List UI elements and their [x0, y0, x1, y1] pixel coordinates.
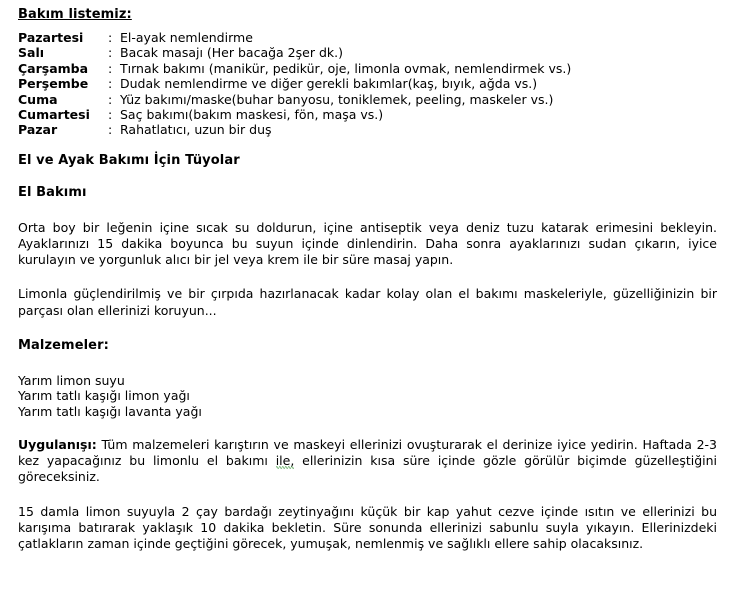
schedule-day: Perşembe [18, 76, 89, 92]
lemon-mask-paragraph: Limonla güçlendirilmiş ve bir çırpıda hazırlanacak kadar kolay olan el bakımı maskeleriyle, güzelliğinizin bir parçası olan ellerinizi koruyun... [18, 286, 717, 318]
schedule-task: Rahatlatıcı, uzun bir duş [120, 122, 272, 138]
spacer [18, 419, 717, 437]
schedule-body [18, 30, 571, 138]
table-row [18, 30, 571, 45]
schedule-day: Cuma [18, 91, 58, 107]
list-item: Yarım tatlı kaşığı limon yağı [18, 388, 190, 404]
spacer [18, 170, 717, 184]
schedule-task: Dudak nemlendirme ve diğer gerekli bakımlar(kaş, bıyık, ağda vs.) [120, 76, 538, 92]
table-row [18, 61, 571, 76]
table-row [18, 107, 571, 122]
list-item: Yarım tatlı kaşığı lavanta yağı [18, 403, 202, 419]
table-row [18, 45, 571, 60]
spacer [18, 355, 717, 373]
schedule-day: Çarşamba [18, 60, 89, 76]
spacer [18, 319, 717, 337]
schedule-separator: : [108, 76, 113, 92]
schedule-separator: : [108, 60, 113, 76]
application-paragraph [18, 437, 717, 486]
schedule-separator: : [108, 107, 113, 123]
application-text-before: Tüm malzemeleri karıştırın ve maskeyi ellerinizi ovuşturarak el derinize iyice yedirin. Haftada 2-3 kez yapacağınız bu limonlu el bakımı [18, 437, 717, 469]
olive-oil-paragraph: 15 damla limon suyuyla 2 çay bardağı zeytinyağını küçük bir kap yahut cezve içinde ısıtın ve ellerinizi bu karışıma batırarak yaklaşık 10 dakika bekletin. Süre sonunda ellerinizi sabunlu suyla yıkayın. Ellerinizdeki çatlakların zaman içinde geçtiğini görecek, yumuşak, nemlenmiş ve sağlıklı ellere sahip olacaksınız. [18, 503, 717, 552]
schedule-day: Cumartesi [18, 107, 90, 123]
schedule-task: El-ayak nemlendirme [120, 30, 253, 45]
schedule-day: Pazar [18, 122, 58, 138]
application-text-after: ellerinizin kısa süre içinde gözle görülür biçimde güzelleştiğini göreceksiniz. [18, 453, 718, 485]
list-item: Yarım limon suyu [18, 372, 125, 388]
page-title: Bakım listemiz: [18, 7, 132, 22]
table-row [18, 92, 571, 107]
materials-heading: Malzemeler: [18, 337, 109, 353]
schedule-task: Yüz bakımı/maske(buhar banyosu, toniklemek, peeling, maskeler vs.) [120, 91, 554, 107]
spacer [18, 202, 717, 220]
spacer [18, 486, 717, 504]
table-row [18, 122, 571, 137]
foot-soak-paragraph: Orta boy bir leğenin içine sıcak su doldurun, içine antiseptik veya deniz tuzu katarak erimesini bekleyin. Ayaklarınızı 15 dakika boyunca bu suyun içinde dinlendirin. Daha sonra ayaklarınızı sudan çıkarın, iyice kurulayın ve yorgunluk alıcı bir jel veya krem ile bir süre masaj yapın. [18, 219, 717, 268]
table-row [18, 76, 571, 91]
spacer [18, 268, 717, 286]
schedule-task: Bacak masajı (Her bacağa 2şer dk.) [120, 45, 343, 61]
schedule-separator: : [108, 122, 113, 138]
materials-list [18, 373, 717, 419]
schedule-task: Saç bakımı(bakım maskesi, fön, maşa vs.) [120, 107, 384, 123]
spacer [18, 138, 717, 152]
tips-heading: El ve Ayak Bakımı İçin Tüyolar [18, 152, 240, 168]
schedule-day: Salı [18, 45, 45, 61]
schedule-separator: : [108, 91, 113, 107]
hand-care-heading: El Bakımı [18, 184, 87, 200]
schedule-separator: : [108, 45, 113, 61]
schedule-task: Tırnak bakımı (manikür, pedikür, oje, limonla ovmak, nemlendirmek vs.) [120, 60, 572, 76]
schedule-separator: : [108, 30, 113, 45]
grammar-error-word[interactable]: ile, [275, 453, 295, 469]
weekly-care-schedule [18, 30, 571, 138]
application-label: Uygulanışı: [18, 437, 97, 453]
schedule-day: Pazartesi [18, 30, 84, 45]
